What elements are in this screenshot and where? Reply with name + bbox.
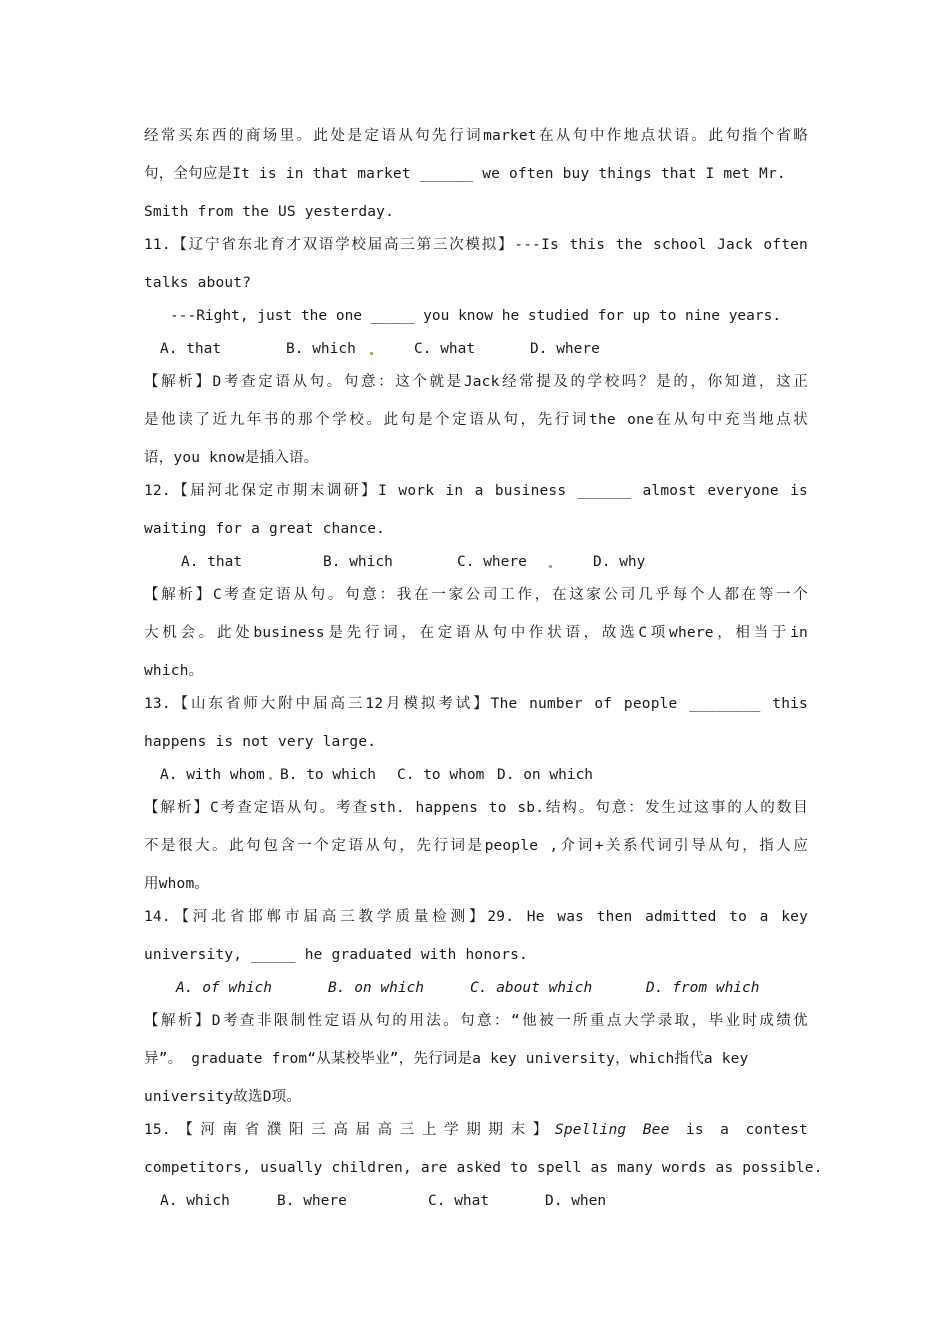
- q11-analysis-1: 【解析】D考查定语从句。句意：这个就是Jack经常提及的学校吗？是的，你知道，这正: [144, 374, 808, 390]
- q12-line-2: waiting for a great chance.: [144, 521, 386, 537]
- q11-line-2: talks about?: [144, 275, 252, 291]
- q15-option-c: C. what: [428, 1193, 490, 1209]
- q11-line-3: ---Right, just the one _____ you know he studied for up to nine years.: [170, 308, 782, 324]
- q12-option-a: A. that: [181, 554, 243, 570]
- q14-option-a: A. of which: [176, 980, 273, 996]
- q14-option-d: D. from which: [646, 980, 760, 996]
- q12-option-c: C. where: [457, 554, 527, 570]
- intro-line-2: 句，全句应是It is in that market ______ we often buy things that I met Mr.: [144, 166, 786, 182]
- q13-analysis-2: 不是很大。此句包含一个定语从句，先行词是people ,介词+关系代词引导从句，指人应: [144, 838, 808, 854]
- q14-analysis-1: 【解析】D考查非限制性定语从句的用法。句意：“他被一所重点大学录取，毕业时成绩优: [144, 1013, 808, 1029]
- q14-analysis-2: 异”。 graduate from“从某校毕业”，先行词是a key university，which指代a key: [144, 1051, 749, 1067]
- q11-option-a: A. that: [160, 341, 222, 357]
- q13-line-2: happens is not very large.: [144, 734, 377, 750]
- q11-option-c: C. what: [414, 341, 476, 357]
- q11-line-1: 11.【辽宁省东北育才双语学校届高三第三次模拟】---Is this the school Jack often: [144, 237, 808, 253]
- q11-analysis-2: 是他读了近九年书的那个学校。此句是个定语从句，先行词the one在从句中充当地点状: [144, 412, 808, 428]
- q15-italic-term: Spelling Bee: [554, 1122, 670, 1138]
- q14-line-2: university, _____ he graduated with honors.: [144, 947, 528, 963]
- q14-line-1: 14.【河北省邯郸市届高三教学质量检测】29. He was then admitted to a key: [144, 909, 808, 925]
- q14-option-c: C. about which: [470, 980, 593, 996]
- q12-analysis-2: 大机会。此处business是先行词，在定语从句中作状语，故选C项where，相当于in: [144, 625, 808, 641]
- q13-analysis-1: 【解析】C考查定语从句。考查sth. happens to sb.结构。句意：发生过这事的人的数目: [144, 800, 808, 816]
- q12-analysis-1: 【解析】C考查定语从句。句意：我在一家公司工作，在这家公司几乎每个人都在等一个: [144, 587, 808, 603]
- intro-line-1: 经常买东西的商场里。此处是定语从句先行词market在从句中作地点状语。此句指个省略: [144, 128, 808, 144]
- q12-option-b: B. which: [323, 554, 393, 570]
- scan-dot: [269, 777, 272, 780]
- q15-prefix: 15.【河南省濮阳三高届高三上学期期末】: [144, 1122, 555, 1138]
- q13-option-a: A. with whom: [160, 767, 265, 783]
- q15-line-2: competitors, usually children, are asked to spell as many words as possible.: [144, 1160, 823, 1176]
- q14-analysis-3: university故选D项。: [144, 1089, 302, 1105]
- q12-line-1: 12.【届河北保定市期末调研】I work in a business ______ almost everyone is: [144, 483, 808, 499]
- q11-option-d: D. where: [530, 341, 600, 357]
- q11-analysis-3: 语，you know是插入语。: [144, 450, 319, 466]
- q13-option-c: C. to whom: [397, 767, 485, 783]
- scan-dot: [370, 352, 373, 355]
- scan-dot: [549, 565, 552, 568]
- q13-option-d: D. on which: [497, 767, 594, 783]
- q15-option-d: D. when: [545, 1193, 607, 1209]
- q13-line-1: 13.【山东省师大附中届高三12月模拟考试】The number of people ________ this: [144, 696, 808, 712]
- q15-option-b: B. where: [277, 1193, 347, 1209]
- q15-option-a: A. which: [160, 1193, 230, 1209]
- intro-line-3: Smith from the US yesterday.: [144, 204, 395, 220]
- q14-option-b: B. on which: [328, 980, 425, 996]
- q12-analysis-3: which。: [144, 663, 204, 679]
- q15-line-1: [144, 1121, 808, 1139]
- q12-option-d: D. why: [593, 554, 646, 570]
- q15-suffix: is a contest: [669, 1122, 808, 1138]
- q11-option-b: B. which: [286, 341, 356, 357]
- q13-option-b: B. to which: [280, 767, 377, 783]
- q13-analysis-3: 用whom。: [144, 876, 210, 892]
